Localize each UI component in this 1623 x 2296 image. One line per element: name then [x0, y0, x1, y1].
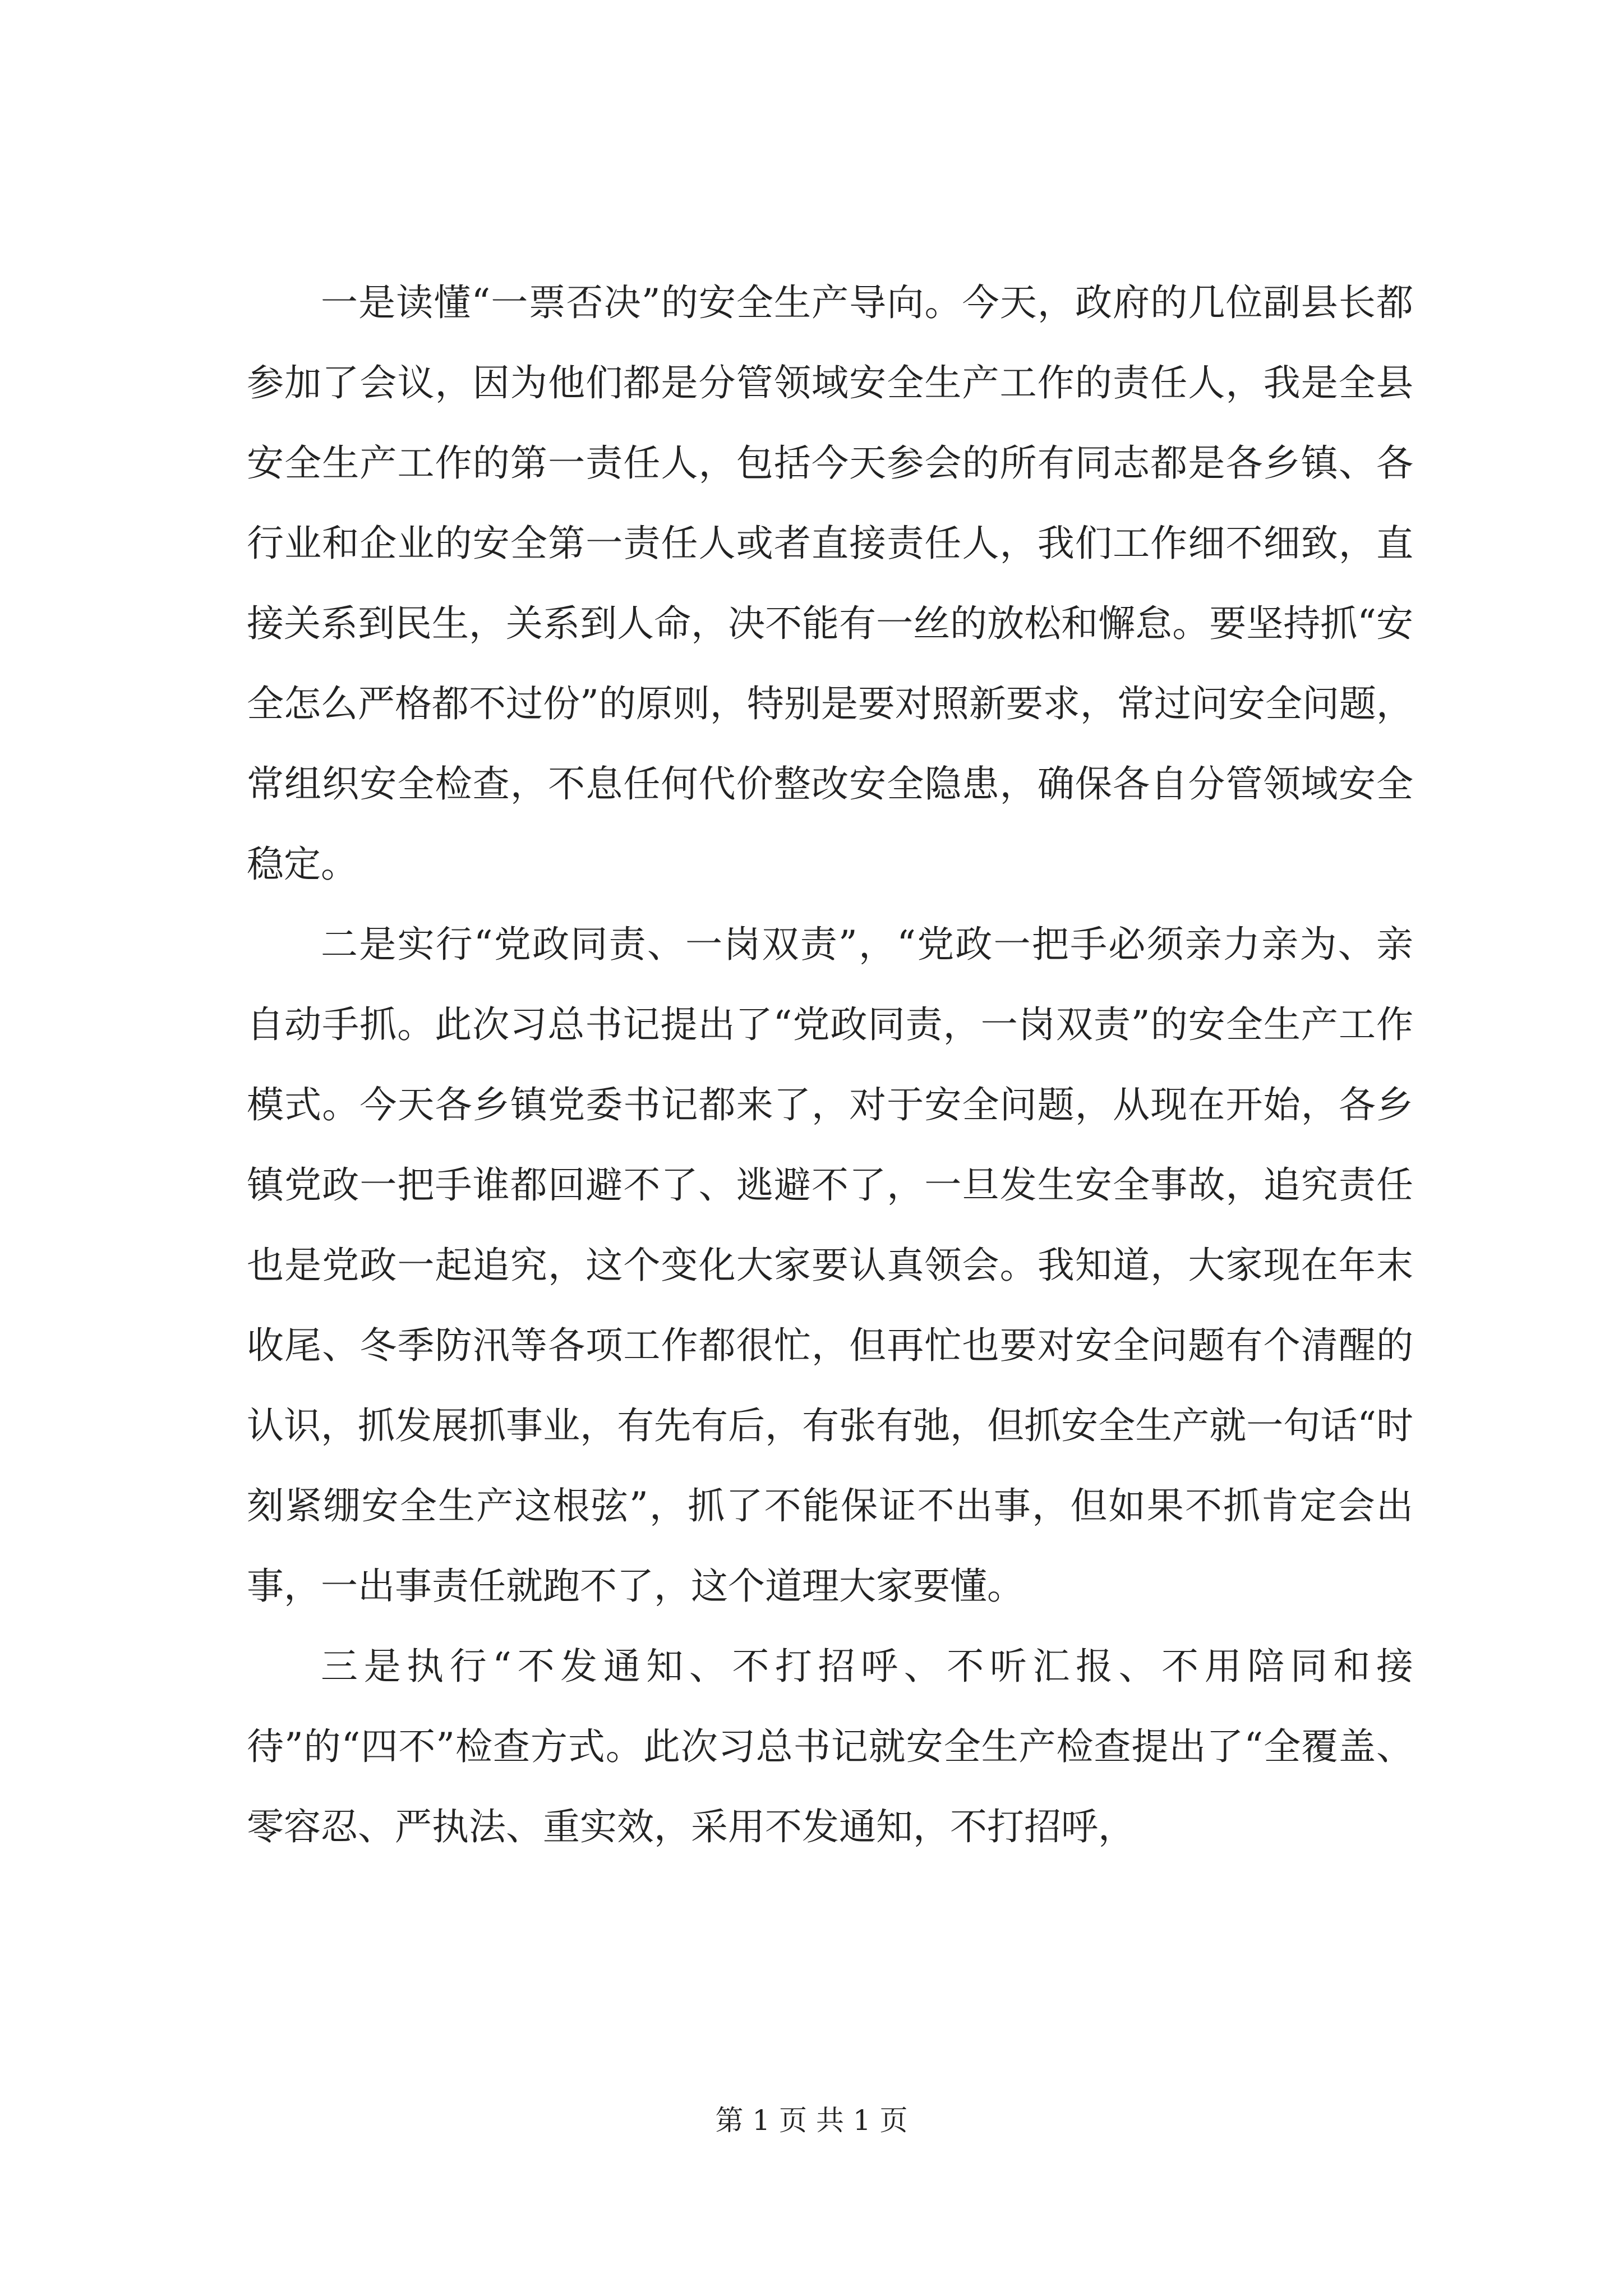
paragraph-2: 二是实行“党政同责、一岗双责”，“党政一把手必须亲力亲为、亲自动手抓。此次习总书记提出了“党政同责，一岗双责”的安全生产工作模式。今天各乡镇党委书记都来了，对于安全问题，从现在开始，各乡镇党政一把手谁都回避不了、逃避不了，一旦发生安全事故，追究责任也是党政一起追究，这个变化大家要认真领会。我知道，大家现在年末收尾、冬季防汛等各项工作都很忙，但再忙也要对安全问题有个清醒的认识，抓发展抓事业，有先有后，有张有弛，但抓安全生产就一句话“时刻紧绷安全生产这根弦”，抓了不能保证不出事，但如果不抓肯定会出事，一出事责任就跑不了，这个道理大家要懂。	[247, 923, 1413, 1608]
paragraph-3: 三是执行“不发通知、不打招呼、不听汇报、不用陪同和接待”的“四不”检查方式。此次习总书记就安全生产检查提出了“全覆盖、零容忍、严执法、重实效，采用不发通知，不打招呼，	[247, 1645, 1413, 1848]
page-footer: 第 1 页 共 1 页	[715, 2104, 908, 2137]
document-body	[247, 263, 1413, 1867]
paragraph-1: 一是读懂“一票否决”的安全生产导向。今天，政府的几位副县长都参加了会议，因为他们都是分管领域安全生产工作的责任人，我是全县安全生产工作的第一责任人，包括今天参会的所有同志都是各乡镇、各行业和企业的安全第一责任人或者直接责任人，我们工作细不细致，直接关系到民生，关系到人命，决不能有一丝的放松和懈怠。要坚持抓“安全怎么严格都不过份”的原则，特别是要对照新要求，常过问安全问题，常组织安全检查，不息任何代价整改安全隐患，确保各自分管领域安全稳定。	[247, 281, 1413, 886]
